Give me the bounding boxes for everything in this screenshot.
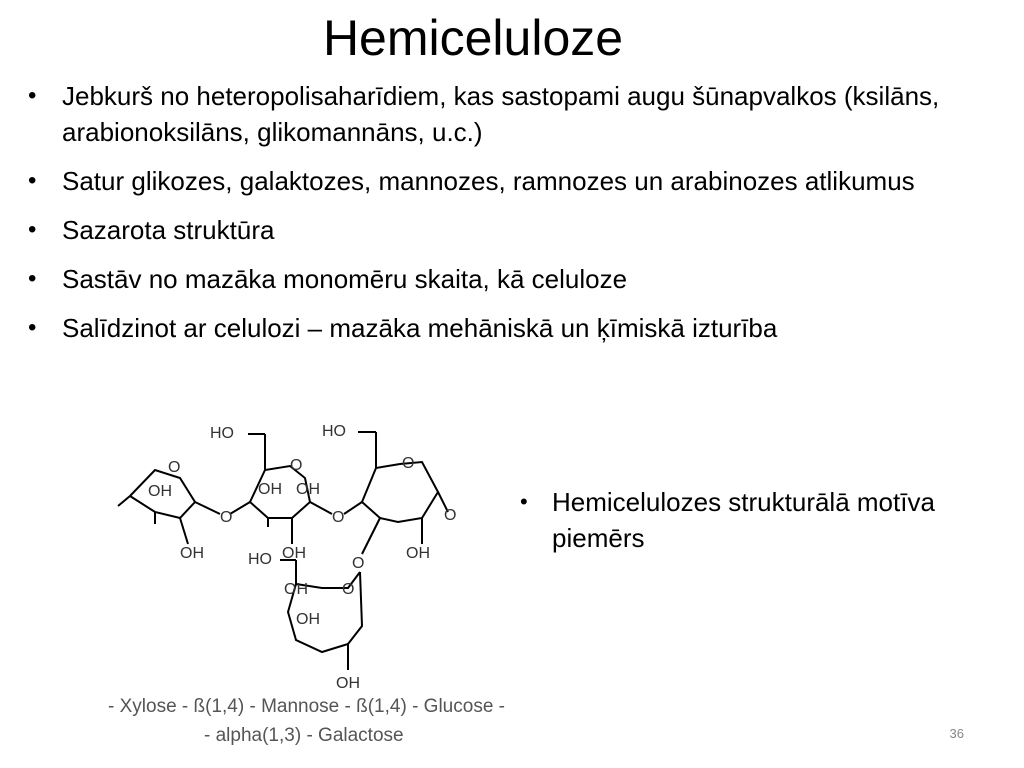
atom-ho: HO [248,551,272,568]
diagram-caption-line1: - Xylose - ß(1,4) - Mannose - ß(1,4) - Glucose - [108,696,505,717]
bullet-item [28,163,988,199]
atom-ho: HO [210,425,234,442]
slide-number: 36 [949,726,964,741]
side-note-list [520,484,940,556]
atom-o: O [342,581,355,598]
atom-oh: OH [258,481,282,498]
glucose-ring [362,462,438,522]
atom-ho: HO [322,423,346,440]
atom-oh: OH [296,611,320,628]
atom-o: O [168,459,181,476]
bullet-dot: • [520,489,528,514]
bullet-item [28,212,988,248]
diagram-caption-line2: - alpha(1,3) - Galactose [204,725,404,746]
atom-o: O [332,509,345,526]
atom-o: O [290,457,303,474]
side-note-text: Hemicelulozes strukturālā motīva piemērs [552,487,935,553]
bullet-text: Sazarota struktūra [62,215,275,245]
bullet-dot: • [28,265,37,292]
bullet-item [28,310,988,346]
bullet-text: Jebkurš no heteropolisaharīdiem, kas sastopami augu šūnapvalkos (ksilāns, arabionoksilāns, glikomannāns, u.c.) [62,81,940,147]
atom-oh: OH [284,581,308,598]
page-title: Hemiceluloze [322,10,624,66]
bullet-list [28,78,988,359]
atom-oh: OH [282,545,306,562]
structure-svg [100,412,530,748]
bullet-item [28,78,988,150]
atom-o: O [402,455,415,472]
bullet-dot: • [28,216,37,243]
atom-oh: OH [296,481,320,498]
bullet-text: Satur glikozes, galaktozes, mannozes, ramnozes un arabinozes atlikumus [62,166,915,196]
bullet-text: Sastāv no mazāka monomēru skaita, kā celuloze [62,264,628,294]
hemicellulose-structure-diagram [100,412,530,748]
atom-o: O [220,509,233,526]
bullet-dot: • [28,314,37,341]
side-note-item [520,484,940,556]
atom-oh: OH [180,545,204,562]
atom-oh: OH [336,675,360,692]
atom-labels [148,423,456,692]
atom-o: O [352,555,365,572]
atom-oh: OH [406,545,430,562]
bullet-dot: • [28,167,37,194]
atom-o: O [444,507,457,524]
bullet-text: Salīdzinot ar celulozi – mazāka mehāniskā un ķīmiskā izturība [62,313,778,343]
bullet-item [28,261,988,297]
bullet-dot: • [28,82,37,109]
atom-oh: OH [148,483,172,500]
